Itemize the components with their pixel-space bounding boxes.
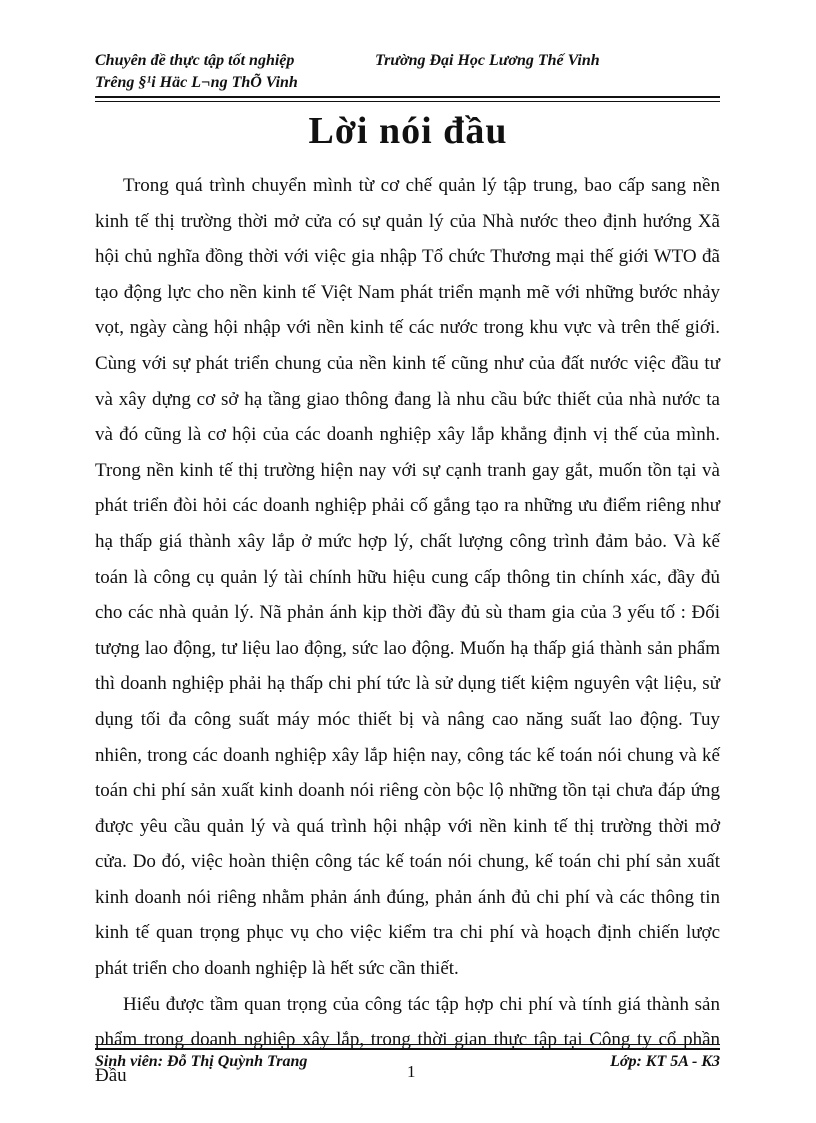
class-code: Lớp: KT 5A - K3 [610,1053,720,1070]
page-footer [95,1051,720,1081]
paragraph: Trong quá trình chuyển mình từ cơ chế quản lý tập trung, bao cấp sang nền kinh tế thị trường thời mở cửa có sự quản lý của Nhà nước theo định hướng Xã hội chủ nghĩa đồng thời với việc gia nhập Tổ chức Thương mại thế giới WTO đã tạo động lực cho nền kinh tế Việt Nam phát triển mạnh mẽ với những bước nhảy vọt, ngày càng hội nhập với nền kinh tế các nước trong khu vực và trên thế giới. Cùng với sự phát triển chung của nền kinh tế cũng như của đất nước việc đầu tư và xây dựng cơ sở hạ tầng giao thông đang là nhu cầu bức thiết của nhà nước ta và đó cũng là cơ hội của các doanh nghiệp xây lắp khẳng định vị thế của mình. Trong nền kinh tế thị trường hiện nay với sự cạnh tranh gay gắt, muốn tồn tại và phát triển đòi hỏi các doanh nghiệp phải cố gắng tạo ra những ưu điểm riêng như hạ thấp giá thành xây lắp ở mức hợp lý, chất lượng công trình đảm bảo. Và kế toán là công cụ quản lý tài chính hữu hiệu cung cấp thông tin chính xác, đầy đủ cho các nhà quản lý. Nã phản ánh kịp thời đầy đủ sù tham gia của 3 yếu tố : Đối tượng lao động, tư liệu lao động, sức lao động. Muốn hạ thấp giá thành sản phẩm thì doanh nghiệp phải hạ thấp chi phí tức là sử dụng tiết kiệm nguyên vật liệu, sử dụng tối đa công suất máy móc thiết bị và nâng cao năng suất lao động. Tuy nhiên, trong các doanh nghiệp xây lắp hiện nay, công tác kế toán nói chung và kế toán chi phí sản xuất kinh doanh nói riêng còn bộc lộ những tồn tại chưa đáp ứng được yêu cầu quản lý và quá trình hội nhập với nền kinh tế thị trường thời mở cửa. Do đó, việc hoàn thiện công tác kế toán nói chung, kế toán chi phí sản xuất kinh doanh nói riêng nhằm phản ánh đúng, phản ánh đủ chi phí và các thông tin kinh tế quan trọng phục vụ cho việc kiểm tra chi phí và hoạch định chiến lược phát triển cho doanh nghiệp là hết sức cần thiết. [95,175,720,980]
university-name-legacy-encoding: Trêng §¹i Häc L¬ng ThÕ Vinh [95,74,298,91]
footer-divider [95,1044,720,1050]
report-type: Chuyên đề thực tập tốt nghiệp [95,52,295,69]
paragraph: Hiểu được tầm quan trọng của công tác tập hợp chi phí và tính giá thành sản phẩm trong doanh nghiệp xây lắp, trong thời gian thực tập tại Công ty cổ phần Đầu [95,993,720,1086]
page-header [95,50,720,94]
university-name: Trường Đại Học Lương Thế Vinh [375,52,600,69]
header-divider [95,96,720,102]
page-title: Lời nói đầu [308,110,508,152]
page-number: 1 [407,1062,416,1081]
header-line-1 [95,50,720,72]
student-name: Sinh viên: Đỗ Thị Quỳnh Trang [95,1053,308,1070]
header-line-2 [95,72,720,94]
